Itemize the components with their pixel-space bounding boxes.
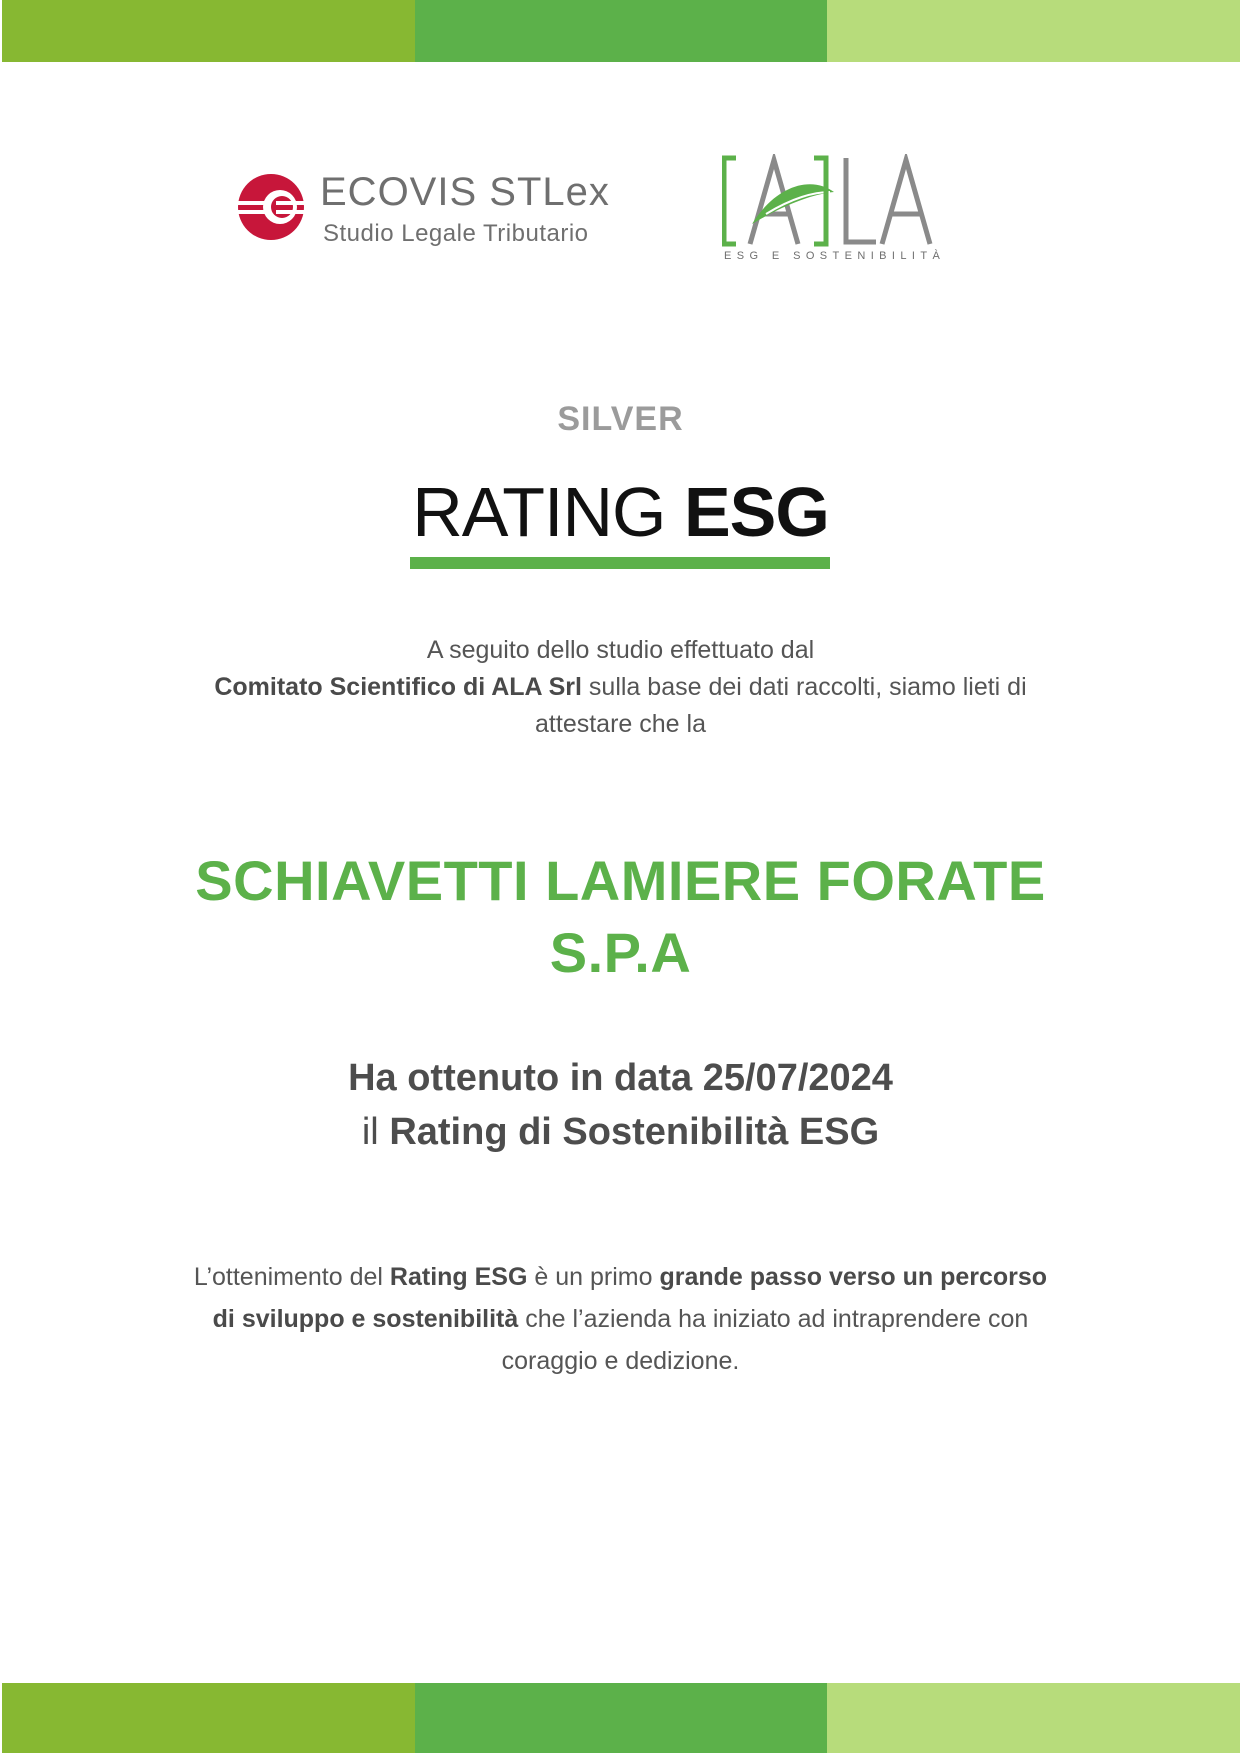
intro-line-2: [0, 669, 1241, 706]
company-name: [0, 845, 1241, 989]
intro-committee: Comitato Scientifico di ALA Srl: [214, 673, 582, 701]
header-band-segment-3: [827, 0, 1240, 62]
intro-line-2-rest: sulla base dei dati raccolti, siamo lieti di: [588, 673, 1027, 701]
closing-bold-2: grande passo verso un percorso: [659, 1263, 1048, 1291]
ala-tagline: ESG E SOSTENIBILITÀ: [724, 250, 946, 262]
intro-paragraph: [0, 632, 1241, 743]
title-underline: [410, 557, 830, 569]
closing-text-2: è un primo: [534, 1263, 653, 1291]
header-color-band: [2, 0, 1240, 62]
footer-color-band: [2, 1683, 1240, 1753]
ecovis-subtitle: Studio Legale Tributario: [323, 220, 589, 247]
ecovis-mark-icon: [236, 172, 306, 242]
header-band-segment-1: [2, 0, 415, 62]
closing-bold-3: di sviluppo e sostenibilità: [212, 1305, 519, 1333]
closing-line-2: [0, 1298, 1241, 1340]
closing-line-3: coraggio e dedizione.: [501, 1347, 740, 1375]
rating-title: [0, 472, 1241, 552]
ala-leaf-logo-icon: [722, 154, 942, 249]
intro-line-3: attestare che la: [535, 710, 706, 738]
company-name-line-1: SCHIAVETTI LAMIERE FORATE: [195, 849, 1046, 912]
obtained-rating-line: [0, 1105, 1241, 1159]
ala-logo: [722, 154, 946, 270]
closing-paragraph: [0, 1256, 1241, 1382]
header-band-segment-2: [415, 0, 828, 62]
ecovis-title: ECOVIS STLex: [320, 170, 610, 214]
logos-row: [0, 150, 1241, 270]
obtained-prefix: il: [361, 1111, 379, 1153]
closing-text-3: che l’azienda ha iniziato ad intraprendere con: [525, 1305, 1029, 1333]
intro-line-1: A seguito dello studio effettuato dal: [426, 636, 815, 664]
closing-line-1: [0, 1256, 1241, 1298]
rating-title-bold: ESG: [683, 473, 829, 551]
obtained-date-line: Ha ottenuto in data 25/07/2024: [348, 1057, 893, 1099]
footer-band-segment-3: [827, 1683, 1240, 1753]
rating-level: SILVER: [557, 400, 684, 438]
rating-title-regular: RATING: [412, 473, 666, 551]
obtained-rating-name: Rating di Sostenibilità ESG: [389, 1111, 880, 1153]
closing-text-1: L’ottenimento del: [193, 1263, 383, 1291]
footer-band-segment-2: [415, 1683, 828, 1753]
closing-bold-1: Rating ESG: [389, 1263, 528, 1291]
company-name-line-2: S.P.A: [549, 921, 692, 984]
ecovis-logo: [236, 168, 636, 248]
footer-band-segment-1: [2, 1683, 415, 1753]
obtained-statement: [0, 1051, 1241, 1159]
